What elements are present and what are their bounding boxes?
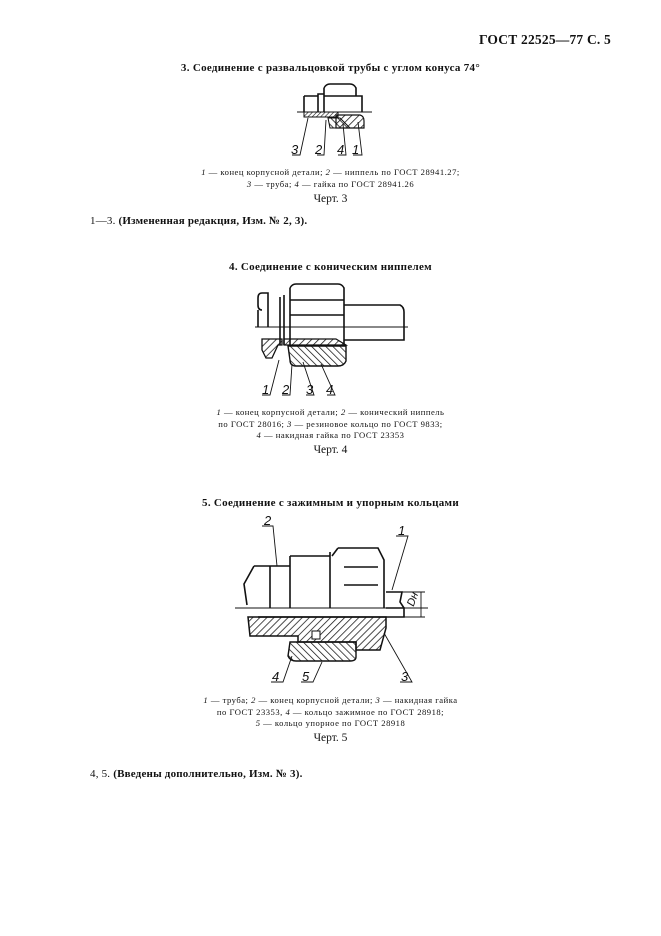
note-text: (Измененная редакция, Изм. № 2, 3). bbox=[118, 215, 308, 227]
figure-5-label: Черт. 5 bbox=[313, 732, 348, 744]
caption-text: — накидная гайка bbox=[380, 695, 458, 705]
fig5-label-3: 3 bbox=[401, 669, 409, 684]
note-prefix: 4, 5. bbox=[90, 768, 114, 780]
fig4-lines bbox=[255, 284, 408, 397]
fig5-dimension-dn: Dн bbox=[405, 590, 422, 608]
caption-text: по ГОСТ 28016; bbox=[218, 418, 288, 429]
caption-line bbox=[0, 167, 661, 179]
note-amendment-1-3 bbox=[90, 215, 307, 227]
caption-text: по ГОСТ 23353, bbox=[216, 706, 286, 717]
caption-num: 2 bbox=[340, 407, 346, 417]
caption-num: 4 bbox=[285, 706, 291, 717]
fig4-label-2: 2 bbox=[282, 382, 290, 397]
caption-num: 2 bbox=[251, 695, 256, 705]
caption-num: 1 bbox=[201, 167, 207, 177]
caption-line bbox=[0, 419, 661, 431]
fig5-label-2: 2 bbox=[264, 513, 272, 528]
caption-num: 1 bbox=[216, 407, 222, 417]
fig3-label-1: 1 bbox=[352, 142, 360, 157]
fig5-lines bbox=[235, 513, 428, 684]
caption-line bbox=[0, 179, 661, 191]
caption-num: 3 bbox=[246, 178, 252, 189]
page-header: ГОСТ 22525—77 С. 5 bbox=[478, 32, 611, 47]
caption-text: — кольцо зажимное по ГОСТ 28918; bbox=[290, 706, 445, 717]
fig5-label-1: 1 bbox=[398, 523, 406, 538]
section-5-title: 5. Соединение с зажимным и упорным кольцами bbox=[202, 497, 459, 509]
section-3-title: 3. Соединение с развальцовкой трубы с углом конуса 74° bbox=[180, 62, 481, 74]
caption-num: 4 bbox=[294, 178, 300, 189]
caption-text: — гайка по ГОСТ 28941.26 bbox=[299, 178, 415, 189]
note-text: (Введены дополнительно, Изм. № 3). bbox=[113, 768, 303, 780]
fig5-label-4: 4 bbox=[272, 669, 280, 684]
caption-text: — конец корпусной детали; bbox=[255, 695, 376, 705]
fig3-label-3: 3 bbox=[291, 142, 299, 157]
figure-4-caption bbox=[0, 407, 661, 442]
caption-num: 2 bbox=[325, 167, 331, 177]
note-prefix: 1—3. bbox=[90, 215, 119, 227]
figure-5-caption bbox=[0, 695, 661, 730]
caption-num: 4 bbox=[256, 430, 262, 440]
caption-line bbox=[0, 695, 661, 707]
caption-line bbox=[0, 430, 661, 442]
caption-line bbox=[0, 718, 661, 730]
caption-text: — труба; bbox=[208, 695, 252, 705]
fig5-label-5: 5 bbox=[302, 669, 310, 684]
note-amendment-4-5 bbox=[90, 768, 303, 780]
caption-text: — резиновое кольцо по ГОСТ 9833; bbox=[291, 418, 443, 429]
caption-line bbox=[0, 407, 661, 419]
caption-text: — конический ниппель bbox=[345, 407, 445, 417]
fig3-label-4: 4 bbox=[337, 142, 345, 157]
fig3-label-2: 2 bbox=[315, 142, 323, 157]
caption-text: — конец корпусной детали; bbox=[221, 407, 341, 417]
fig4-label-4: 4 bbox=[326, 382, 334, 397]
caption-text: — накидная гайка по ГОСТ 23353 bbox=[261, 430, 405, 440]
figure-3-label: Черт. 3 bbox=[313, 193, 348, 205]
caption-text: — труба; bbox=[251, 178, 295, 189]
caption-num: 1 bbox=[203, 695, 209, 705]
fig3-lines bbox=[291, 84, 372, 157]
figure-3-caption bbox=[0, 167, 661, 190]
figure-4-label: Черт. 4 bbox=[313, 444, 348, 456]
fig4-label-3: 3 bbox=[306, 382, 314, 397]
section-4-title: 4. Соединение с коническим ниппелем bbox=[229, 261, 432, 273]
caption-text: — кольцо упорное по ГОСТ 28918 bbox=[260, 718, 406, 728]
caption-text: — ниппель по ГОСТ 28941.27; bbox=[330, 167, 460, 177]
fig4-label-1: 1 bbox=[262, 382, 270, 397]
caption-line bbox=[0, 707, 661, 719]
caption-num: 3 bbox=[287, 418, 292, 429]
caption-num: 5 bbox=[255, 718, 261, 728]
caption-text: — конец корпусной детали; bbox=[206, 167, 326, 177]
caption-num: 3 bbox=[375, 695, 381, 705]
